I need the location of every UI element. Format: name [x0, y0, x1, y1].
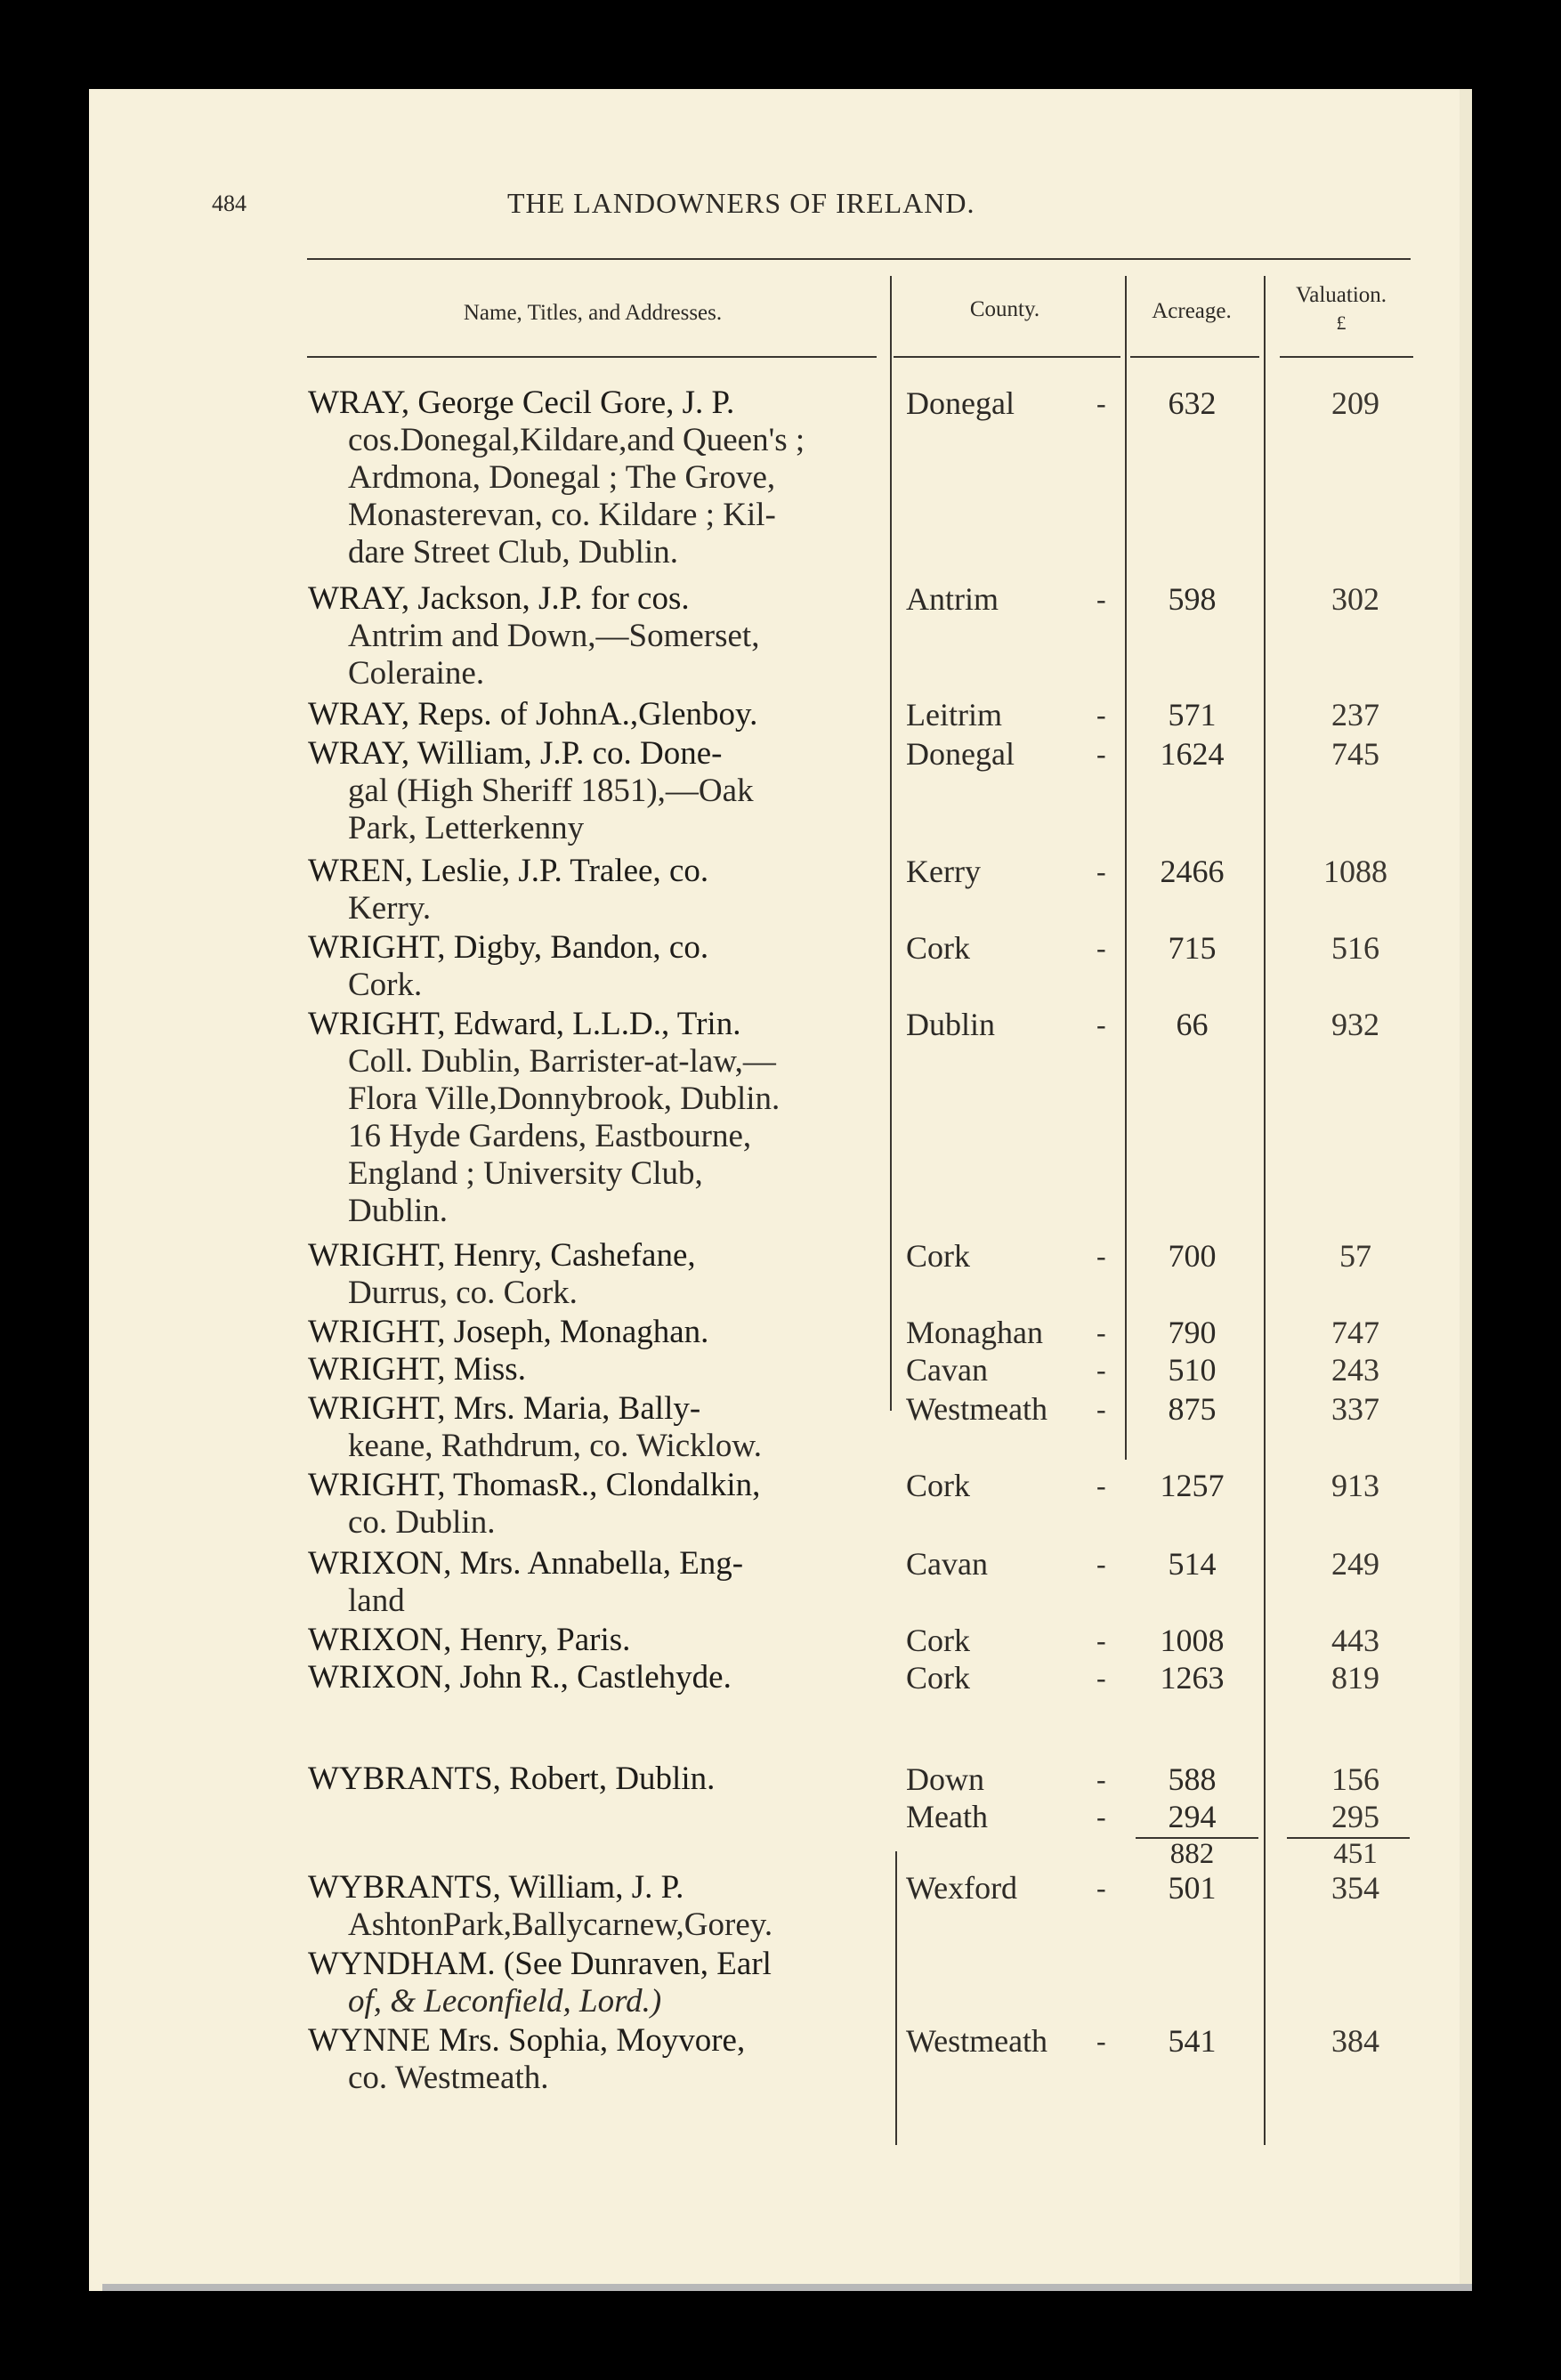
entry-valuation: 516	[1331, 930, 1379, 966]
leader-dash: -	[1096, 1008, 1106, 1040]
entry-line: WRIGHT, Edward, L.L.D., Trin.	[308, 1006, 741, 1042]
entry-line: Flora Ville,Donnybrook, Dublin.	[348, 1081, 780, 1117]
entry-county: Westmeath	[906, 1391, 1048, 1427]
header-rule-valuation	[1280, 356, 1413, 358]
entry-county: Down	[906, 1761, 984, 1797]
leader-dash: -	[1096, 583, 1106, 615]
entry-valuation: 209	[1331, 385, 1379, 421]
entry-acreage: 1257	[1160, 1468, 1225, 1503]
entry-county: Kerry	[906, 854, 981, 889]
leader-dash: -	[1096, 387, 1106, 419]
leader-dash: -	[1096, 1240, 1106, 1272]
leader-dash: -	[1096, 1801, 1106, 1833]
entry-line: AshtonPark,Ballycarnew,Gorey.	[348, 1906, 773, 1943]
entry-line: gal (High Sheriff 1851),—Oak	[348, 773, 754, 809]
entry-acreage: 632	[1168, 385, 1217, 421]
entry-acreage: 2466	[1160, 854, 1225, 889]
entry-line: WRIGHT, ThomasR., Clondalkin,	[308, 1467, 761, 1503]
leader-dash: -	[1096, 1393, 1106, 1425]
entry-acreage: 1263	[1160, 1660, 1225, 1696]
leader-dash: -	[1096, 855, 1106, 887]
entry-line: WRIGHT, Henry, Cashefane,	[308, 1237, 696, 1274]
column-separator-name	[890, 276, 892, 1411]
entry-line: England ; University Club,	[348, 1155, 703, 1192]
entry-county: Wexford	[906, 1870, 1018, 1906]
entry-acreage: 501	[1168, 1870, 1217, 1906]
header-rule-acreage	[1130, 356, 1259, 358]
column-separator-acreage	[1264, 276, 1266, 2145]
leader-dash: -	[1096, 1354, 1106, 1386]
entry-valuation: 57	[1339, 1238, 1371, 1274]
leader-dash: -	[1096, 1763, 1106, 1795]
subtotal-acreage: 882	[1169, 1838, 1215, 1870]
header-top-rule	[307, 258, 1411, 260]
entry-acreage: 66	[1176, 1007, 1209, 1042]
entry-county: Donegal	[906, 736, 1015, 772]
entry-county: Cork	[906, 1623, 970, 1658]
entry-line: keane, Rathdrum, co. Wicklow.	[348, 1428, 762, 1464]
entry-line: Monasterevan, co. Kildare ; Kil-	[348, 497, 776, 533]
entry-valuation: 819	[1331, 1660, 1379, 1696]
entry-line: WYNDHAM. (See Dunraven, Earl	[308, 1946, 772, 1982]
entry-line: WRIXON, Henry, Paris.	[308, 1622, 631, 1658]
leader-dash: -	[1096, 2025, 1106, 2057]
leader-dash: -	[1096, 738, 1106, 770]
entry-line: WRIGHT, Digby, Bandon, co.	[308, 929, 709, 966]
entry-acreage: 588	[1168, 1761, 1217, 1797]
entry-acreage: 875	[1168, 1391, 1217, 1427]
entry-line: WRIXON, John R., Castlehyde.	[308, 1659, 732, 1696]
leader-dash: -	[1096, 1548, 1106, 1580]
entry-valuation: 932	[1331, 1007, 1379, 1042]
leader-dash: -	[1096, 699, 1106, 731]
entry-valuation: 337	[1331, 1391, 1379, 1427]
entry-line: WRAY, George Cecil Gore, J. P.	[308, 385, 735, 421]
column-separator-name-lower	[895, 1851, 897, 2145]
entry-line: WYBRANTS, William, J. P.	[308, 1869, 684, 1906]
entry-line: WRIGHT, Mrs. Maria, Bally-	[308, 1390, 701, 1427]
entry-line: Coll. Dublin, Barrister-at-law,—	[348, 1043, 776, 1080]
entry-county: Monaghan	[906, 1315, 1043, 1350]
entry-line: WYNNE Mrs. Sophia, Moyvore,	[308, 2022, 746, 2059]
entry-line: of, & Leconfield, Lord.)	[348, 1983, 662, 2020]
entry-acreage: 715	[1168, 930, 1217, 966]
entry-county: Cork	[906, 1468, 970, 1503]
entry-acreage: 294	[1168, 1799, 1217, 1834]
entry-line: dare Street Club, Dublin.	[348, 534, 678, 571]
entry-acreage: 700	[1168, 1238, 1217, 1274]
entry-valuation: 302	[1331, 581, 1379, 617]
entry-valuation: 443	[1331, 1623, 1379, 1658]
entry-valuation: 237	[1331, 697, 1379, 733]
entry-line: co. Dublin.	[348, 1504, 496, 1541]
entry-line: co. Westmeath.	[348, 2060, 549, 2096]
entry-line: WRIXON, Mrs. Annabella, Eng-	[308, 1545, 744, 1582]
header-valuation: Valuation.	[1295, 283, 1387, 307]
header-valuation-unit: £	[1336, 312, 1347, 334]
entry-county: Cavan	[906, 1546, 988, 1582]
entry-line: WRAY, Reps. of JohnA.,Glenboy.	[308, 696, 758, 733]
entry-county: Meath	[906, 1799, 988, 1834]
entry-valuation: 747	[1331, 1315, 1379, 1350]
entry-line: Durrus, co. Cork.	[348, 1275, 578, 1311]
entry-valuation: 295	[1331, 1799, 1379, 1834]
entry-line: WYBRANTS, Robert, Dublin.	[308, 1761, 716, 1797]
entry-valuation: 745	[1331, 736, 1379, 772]
leader-dash: -	[1096, 932, 1106, 964]
entry-acreage: 598	[1168, 581, 1217, 617]
entry-acreage: 790	[1168, 1315, 1217, 1350]
entry-valuation: 156	[1331, 1761, 1379, 1797]
subtotal-valuation: 451	[1333, 1838, 1378, 1870]
entry-valuation: 384	[1331, 2023, 1379, 2059]
entry-acreage: 514	[1168, 1546, 1217, 1582]
entry-line: WREN, Leslie, J.P. Tralee, co.	[308, 853, 709, 889]
entry-county: Cork	[906, 1238, 970, 1274]
entry-line: cos.Donegal,Kildare,and Queen's ;	[348, 422, 805, 458]
entry-line: Park, Letterkenny	[348, 810, 585, 846]
entry-county: Leitrim	[906, 697, 1002, 733]
entry-line: Coleraine.	[348, 655, 485, 692]
entry-line: Dublin.	[348, 1193, 449, 1229]
entry-county: Cavan	[906, 1352, 988, 1388]
entry-line: WRAY, Jackson, J.P. for cos.	[308, 580, 690, 617]
header-rule-name	[307, 356, 877, 358]
entry-line: Ardmona, Donegal ; The Grove,	[348, 459, 776, 496]
entry-acreage: 510	[1168, 1352, 1217, 1388]
book-page	[89, 89, 1472, 2291]
entry-county: Dublin	[906, 1007, 996, 1042]
entry-acreage: 1008	[1160, 1623, 1225, 1658]
entry-valuation: 1088	[1323, 854, 1387, 889]
entry-county: Westmeath	[906, 2023, 1048, 2059]
leader-dash: -	[1096, 1872, 1106, 1904]
header-rule-county	[894, 356, 1120, 358]
entry-valuation: 249	[1331, 1546, 1379, 1582]
entry-valuation: 243	[1331, 1352, 1379, 1388]
leader-dash: -	[1096, 1662, 1106, 1694]
entry-line: Cork.	[348, 967, 423, 1003]
leader-dash: -	[1096, 1469, 1106, 1502]
entry-line: WRIGHT, Joseph, Monaghan.	[308, 1314, 709, 1350]
entry-county: Antrim	[906, 581, 999, 617]
leader-dash: -	[1096, 1624, 1106, 1656]
page-number: 484	[212, 190, 247, 216]
entry-acreage: 541	[1168, 2023, 1217, 2059]
entry-valuation: 913	[1331, 1468, 1379, 1503]
leader-dash: -	[1096, 1316, 1106, 1348]
entry-valuation: 354	[1331, 1870, 1379, 1906]
running-title: THE LANDOWNERS OF IRELAND.	[507, 187, 975, 219]
entry-county: Cork	[906, 1660, 970, 1696]
header-name: Name, Titles, and Addresses.	[463, 301, 723, 325]
header-acreage: Acreage.	[1152, 299, 1232, 323]
entry-line: 16 Hyde Gardens, Eastbourne,	[348, 1118, 752, 1154]
header-county: County.	[969, 297, 1040, 321]
entry-line: land	[348, 1583, 405, 1619]
entry-line: WRIGHT, Miss.	[308, 1351, 526, 1388]
entry-line: Kerry.	[348, 890, 432, 927]
entry-acreage: 571	[1168, 697, 1217, 733]
entry-acreage: 1624	[1160, 736, 1225, 772]
entry-line: Antrim and Down,—Somerset,	[348, 618, 760, 654]
entry-county: Donegal	[906, 385, 1015, 421]
entry-county: Cork	[906, 930, 970, 966]
entry-line: WRAY, William, J.P. co. Done-	[308, 735, 723, 772]
